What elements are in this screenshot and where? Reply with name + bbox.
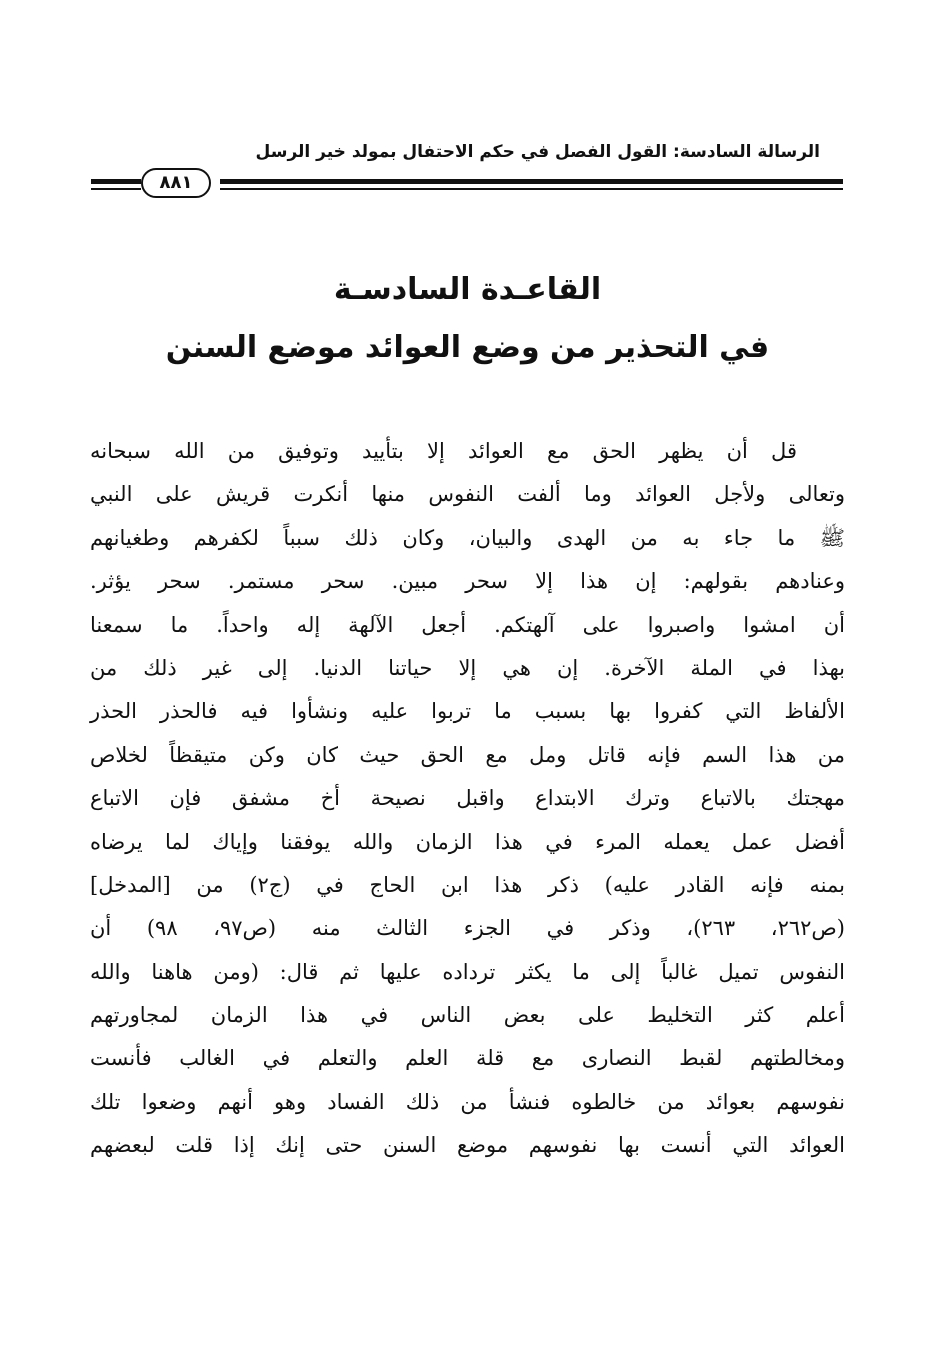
body-paragraph [90,430,845,1168]
body-line: وعنادهم بقولهم: إن هذا إلا سحر مبين. سحر مستمر. سحر يؤثر. [90,569,845,594]
body-line: بهذا في الملة الآخرة. إن هي إلا حياتنا الدنيا. إلى غير ذلك من [90,655,845,680]
body-line: العوائد التي أنست بها نفوسهم موضع السنن حتى إنك إذا قلت لبعضهم [90,1133,845,1158]
header-rule-thick [220,179,843,184]
body-line: بمنه فإنه القادر عليه) ذكر هذا ابن الحاج في (ج٢) من [المدخل] [90,872,845,897]
body-line: أن امشوا واصبروا على آلهتكم. أجعل الآلهة إله واحداً. ما سمعنا [90,612,845,637]
body-line: (ص٢٦٢، ٢٦٣)، وذكر في الجزء الثالث منه (ص٩٧، ٩٨) أن [90,916,846,941]
body-line: وتعالى ولأجل العوائد وما ألفت النفوس منها أنكرت قريش على النبي [90,482,845,507]
body-line: ومخالطتهم لقبط النصارى مع قلة العلم والتعلم في الغالب فأنست [90,1046,845,1071]
rule-heading: القاعـدة السادسـة [333,272,602,307]
body-line: ﷺ ما جاء به من الهدى والبيان، وكان ذلك سبباً لكفرهم وطغيانهم [90,525,845,550]
body-line: مهجتك بالاتباع وترك الابتداع واقبل نصيحة أخ مشفق فإن الاتباع [90,786,845,811]
body-line: قل أن يظهر الحق مع العوائد إلا بتأييد وتوفيق من الله سبحانه [90,439,797,463]
body-line: من هذا السم فإنه قاتل ومل مع الحق حيث كان وكن متيقظاً لخلاص [90,742,845,767]
header-rule-left-thick [91,179,141,184]
body-line: الألفاظ التي كفروا بها بسبب ما تربوا عليه ونشأوا فيه فالحذر الحذر [90,699,845,724]
header-rule-thin [220,188,843,190]
header-rule-left-thin [91,188,141,190]
body-line: أعلم كثر التخليط على بعض الناس في هذا الزمان لمجاورتهم [90,1003,845,1028]
body-line: النفوس تميل غالباً إلى ما يكثر ترداده عليها ثم قال: (ومن هاهنا والله [90,959,845,984]
body-line: نفوسهم بعوائد من خالطوه فنشأ من ذلك الفساد وهو أنهم وضعوا تلك [90,1089,845,1114]
body-line: أفضل عمل يعمله المرء في هذا الزمان والله يوفقنا وإياك لما يرضاه [90,829,845,854]
rule-subtitle: في التحذير من وضع العوائد موضع السنن [165,330,770,365]
page-number: ٨٨١ [141,168,211,198]
running-header-title: الرسالة السادسة: القول الفصل في حكم الاحتفال بمولد خير الرسل [255,142,820,162]
